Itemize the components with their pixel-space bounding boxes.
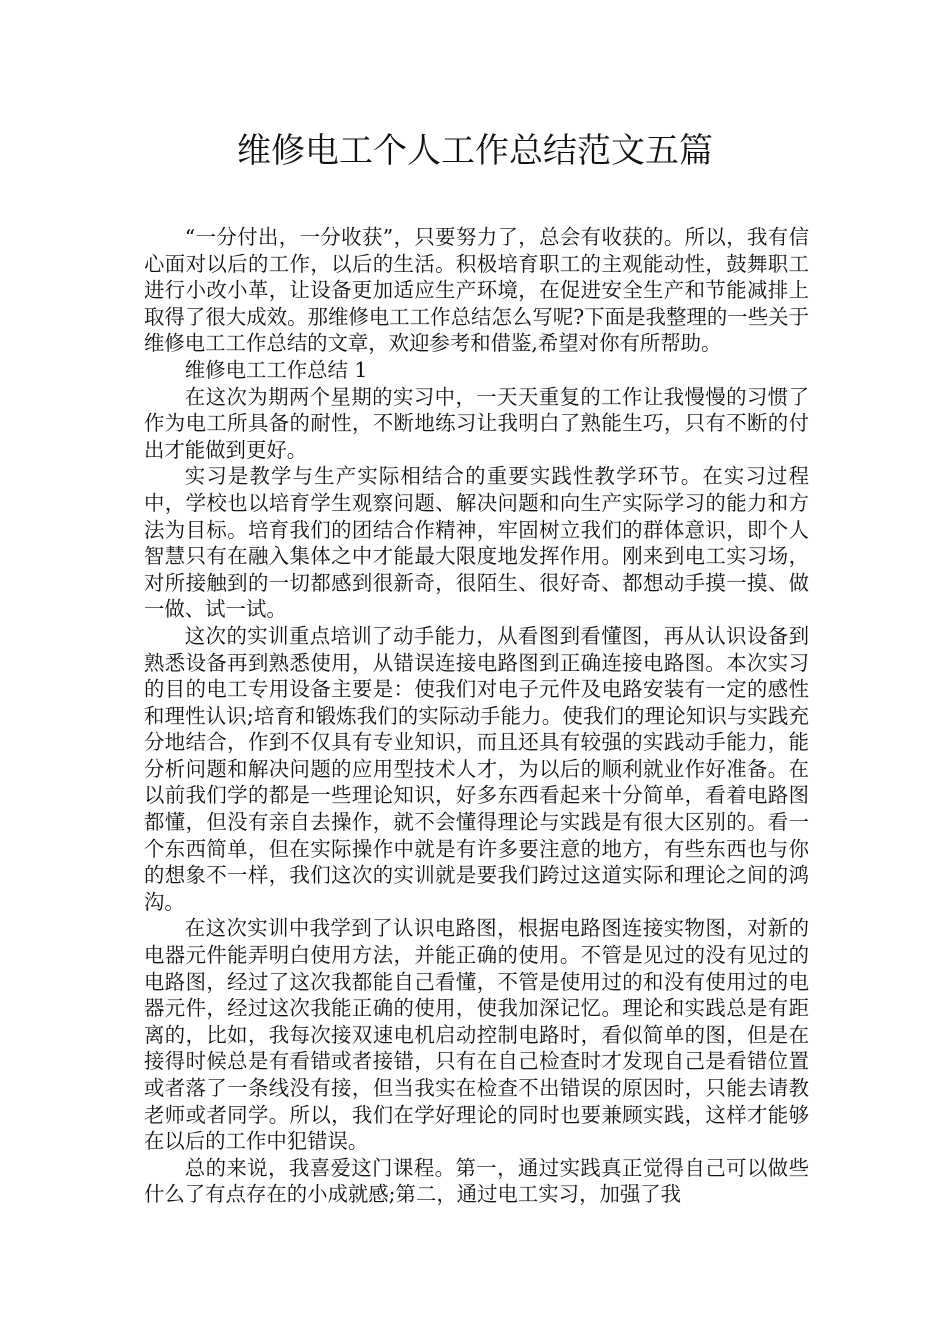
document-title: 维修电工个人工作总结范文五篇 [237, 131, 713, 171]
body-paragraph: 实习是教学与生产实际相结合的重要实践性教学环节。在实习过程中，学校也以培育学生观察问题、解决问题和向生产实际学习的能力和方法为目标。培育我们的团结合作精神，牢固树立我们的群体意识，即个人智慧只有在融入集体之中才能最大限度地发挥作用。刚来到电工实习场，对所接触到的一切都感到很新奇，很陌生、很好奇、都想动手摸一摸、做一做、试一试。 [144, 464, 809, 622]
document-body [144, 224, 809, 1208]
body-paragraph: 在这次实训中我学到了认识电路图，根据电路图连接实物图，对新的电器元件能弄明白使用方法，并能正确的使用。不管是见过的没有见过的电路图，经过了这次我都能自己看懂，不管是使用过的和没有使用过的电器元件，经过这次我能正确的使用，使我加深记忆。理论和实践总是有距离的，比如，我每次接双速电机启动控制电路时，看似简单的图，但是在接得时候总是有看错或者接错，只有在自己检查时才发现自己是看错位置或者落了一条线没有接，但当我实在检查不出错误的原因时，只能去请教老师或者同学。所以，我们在学好理论的同时也要兼顾实践，这样才能够在以后的工作中犯错误。 [144, 916, 809, 1154]
body-paragraph: 总的来说，我喜爱这门课程。第一，通过实践真正觉得自己可以做些什么了有点存在的小成就感;第二，通过电工实习，加强了我 [144, 1155, 809, 1207]
section-heading: 维修电工工作总结 1 [184, 357, 368, 382]
intro-paragraph: “一分付出，一分收获”，只要努力了，总会有收获的。所以，我有信心面对以后的工作，以后的生活。积极培育职工的主观能动性，鼓舞职工进行小改小革，让设备更加适应生产环境，在促进安全生产和节能减排上取得了很大成效。那维修电工工作总结怎么写呢?下面是我整理的一些关于维修电工工作总结的文章，欢迎参考和借鉴,希望对你有所帮助。 [144, 225, 809, 356]
body-paragraph: 在这次为期两个星期的实习中，一天天重复的工作让我慢慢的习惯了作为电工所具备的耐性，不断地练习让我明白了熟能生巧，只有不断的付出才能做到更好。 [144, 384, 809, 462]
body-paragraph: 这次的实训重点培训了动手能力，从看图到看懂图，再从认识设备到熟悉设备再到熟悉使用，从错误连接电路图到正确连接电路图。本次实习的目的电工专用设备主要是：使我们对电子元件及电路安装有一定的感性和理性认识;培育和锻炼我们的实际动手能力。使我们的理论知识与实践充分地结合，作到不仅具有专业知识，而且还具有较强的实践动手能力，能分析问题和解决问题的应用型技术人才，为以后的顺利就业作好准备。在以前我们学的都是一些理论知识，好多东西看起来十分简单，看着电路图都懂，但没有亲自去操作，就不会懂得理论与实践是有很大区别的。看一个东西简单，但在实际操作中就是有许多要注意的地方，有些东西也与你的想象不一样，我们这次的实训就是要我们跨过这道实际和理论之间的鸿沟。 [144, 623, 809, 914]
